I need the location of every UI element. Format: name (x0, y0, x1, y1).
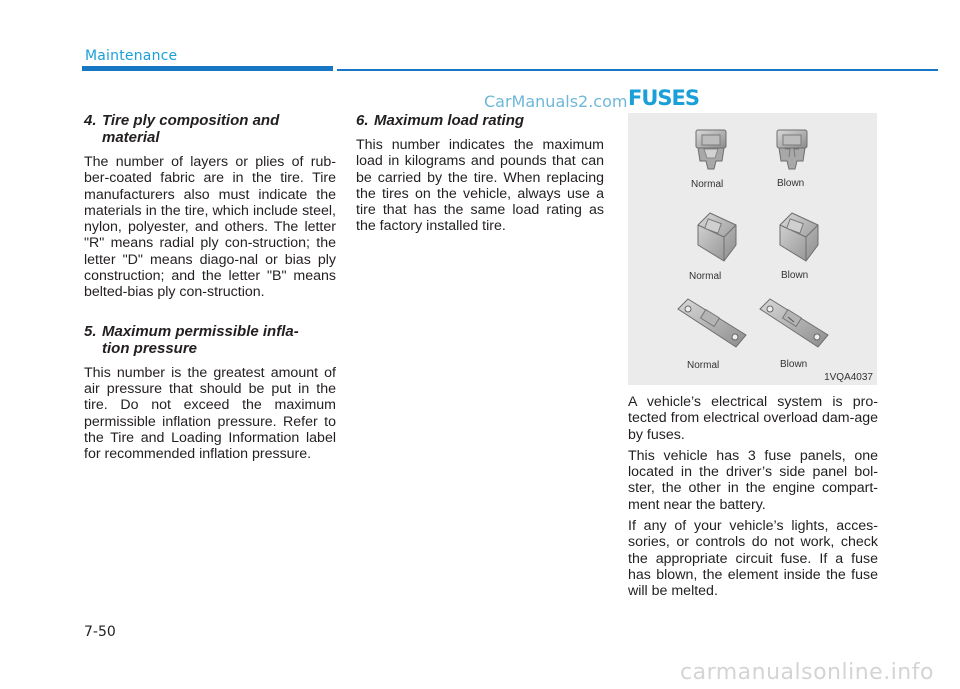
row2-normal-label: Normal (689, 271, 722, 282)
item4-heading (84, 112, 336, 146)
cartridge-fuse-blown-icon (780, 213, 818, 261)
cartridge-fuse-normal-icon (698, 213, 736, 261)
item5-title-line1: Maximum permissible infla- (102, 322, 299, 340)
fuse-figure (628, 113, 877, 385)
figure-code: 1VQA4037 (824, 372, 873, 383)
mini-fuse-normal-icon (696, 130, 726, 169)
fuse-illustrations (628, 113, 877, 385)
header-section-label: Maintenance (85, 48, 178, 64)
item5-heading (84, 323, 336, 357)
fuses-paragraph-2: This vehicle has 3 fuse panels, one located in the driver’s side panel bol-ster, the other in the engine compart-ment near the battery. (628, 447, 878, 513)
item5-title-line2: tion pressure (102, 339, 198, 357)
header-rule-thick (82, 66, 333, 71)
watermark-bottom[interactable]: carmanualsonline.info (680, 660, 934, 685)
row2-blown-label: Blown (781, 270, 809, 281)
row1-blown-label: Blown (777, 178, 805, 189)
mini-fuse-blown-icon (777, 130, 807, 169)
header-rule-thin (337, 69, 938, 71)
row3-normal-label: Normal (687, 360, 720, 371)
multi-fuse-blown-icon (760, 299, 828, 347)
item6-heading (356, 112, 604, 129)
item6-title: Maximum load rating (374, 112, 525, 129)
fuses-text-column (628, 394, 878, 605)
row1-normal-label: Normal (691, 179, 724, 190)
item4-body: The number of layers or plies of rub-ber-coated fabric are in the tire. Tire manufacturers also must indicate the materials in the tire, which include steel, nylon, polyester, and others. The letter "R" means radial ply con-struction; the letter "D" means diago-nal or bias ply construction; and the letter "B" means belted-bias ply con-struction. (84, 154, 336, 301)
item5-number: 5. (84, 322, 97, 340)
page-number: 7-50 (84, 624, 116, 640)
watermark-top[interactable]: CarManuals2.com (484, 92, 628, 111)
fuses-paragraph-1: A vehicle’s electrical system is pro-tected from electrical overload dam-age by fuses. (628, 394, 878, 443)
fuses-section-title: FUSES (628, 86, 699, 110)
item5-body: This number is the greatest amount of air pressure that should be put in the tire. Do not exceed the maximum permissible inflation pressure. Refer to the Tire and Loading Information label for recommended inflation pressure. (84, 364, 336, 463)
item4-number: 4. (84, 112, 97, 129)
left-column (84, 112, 336, 484)
item6-body: This number indicates the maximum load in kilograms and pounds that can be carried by the tire. When replacing the tires on the vehicle, always use a tire that has the same load rating as the factory installed tire. (356, 137, 604, 235)
fuses-paragraph-3: If any of your vehicle’s lights, acces-sories, or controls do not work, check the appropriate circuit fuse. If a fuse has blown, the element inside the fuse will be melted. (628, 518, 878, 600)
middle-column (356, 112, 604, 257)
item4-title-line2: material (102, 129, 160, 146)
multi-fuse-normal-icon (678, 299, 746, 347)
row3-blown-label: Blown (780, 359, 808, 370)
item6-number: 6. (356, 112, 369, 129)
item4-title-line1: Tire ply composition and (102, 112, 280, 129)
